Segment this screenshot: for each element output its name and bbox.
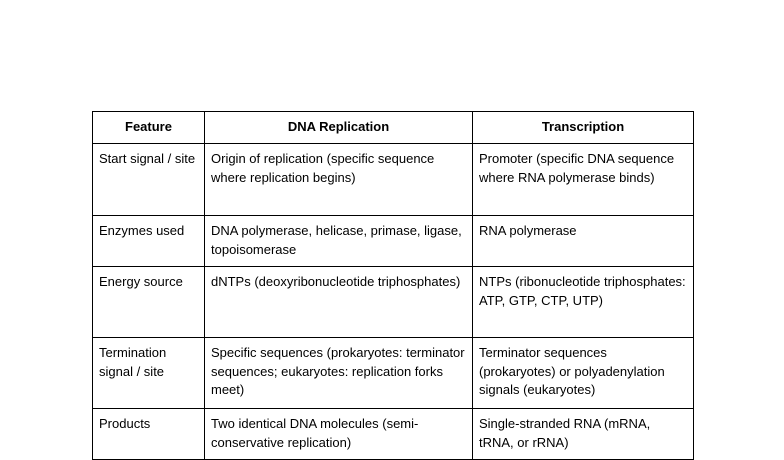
feature-cell: Energy source bbox=[93, 267, 205, 338]
feature-cell: Termination signal / site bbox=[93, 338, 205, 409]
header-feature: Feature bbox=[93, 112, 205, 144]
table-row bbox=[93, 267, 694, 338]
replication-cell: Two identical DNA molecules (semi-conservative replication) bbox=[205, 409, 473, 460]
feature-cell: Products bbox=[93, 409, 205, 460]
replication-cell: dNTPs (deoxyribonucleotide triphosphates) bbox=[205, 267, 473, 338]
table-row bbox=[93, 338, 694, 409]
replication-cell: DNA polymerase, helicase, primase, ligase, topoisomerase bbox=[205, 216, 473, 267]
table-row bbox=[93, 409, 694, 460]
transcription-cell: NTPs (ribonucleotide triphosphates: ATP, GTP, CTP, UTP) bbox=[473, 267, 694, 338]
comparison-table bbox=[92, 111, 694, 460]
header-dna-replication: DNA Replication bbox=[205, 112, 473, 144]
table-row bbox=[93, 216, 694, 267]
transcription-cell: Terminator sequences (prokaryotes) or polyadenylation signals (eukaryotes) bbox=[473, 338, 694, 409]
table-row bbox=[93, 144, 694, 216]
transcription-cell: Promoter (specific DNA sequence where RNA polymerase binds) bbox=[473, 144, 694, 216]
replication-cell: Specific sequences (prokaryotes: terminator sequences; eukaryotes: replication forks meet) bbox=[205, 338, 473, 409]
transcription-cell: RNA polymerase bbox=[473, 216, 694, 267]
transcription-cell: Single-stranded RNA (mRNA, tRNA, or rRNA) bbox=[473, 409, 694, 460]
feature-cell: Enzymes used bbox=[93, 216, 205, 267]
feature-cell: Start signal / site bbox=[93, 144, 205, 216]
replication-cell: Origin of replication (specific sequence where replication begins) bbox=[205, 144, 473, 216]
table-header-row bbox=[93, 112, 694, 144]
header-transcription: Transcription bbox=[473, 112, 694, 144]
